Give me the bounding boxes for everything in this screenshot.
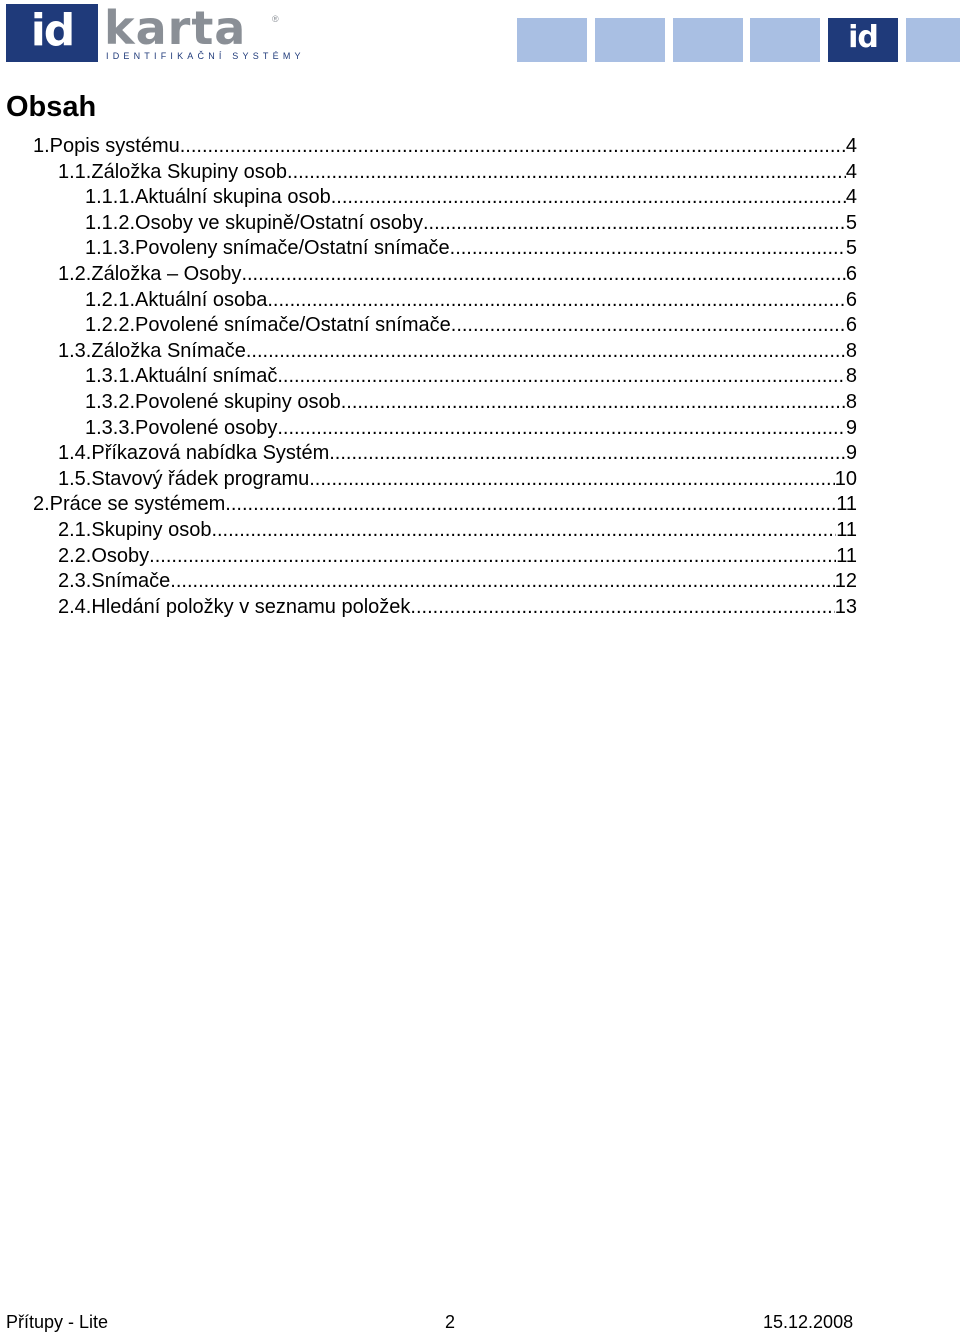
logo-mark bbox=[6, 4, 98, 62]
page-header bbox=[0, 0, 960, 72]
toc-entry-label: 1.3.Záložka Snímače bbox=[58, 340, 246, 362]
toc-entry[interactable] bbox=[58, 569, 857, 594]
toc-entry[interactable] bbox=[58, 595, 857, 620]
toc-entry-page: 13 bbox=[834, 596, 857, 618]
toc-entry-page: 4 bbox=[845, 186, 857, 208]
toc-entry-label: 1.Popis systému bbox=[33, 135, 180, 157]
toc-entry-page: 11 bbox=[836, 519, 857, 541]
toc-entry-page: 9 bbox=[845, 442, 857, 464]
toc-entry-page: 10 bbox=[834, 468, 857, 490]
toc-dot-leader bbox=[170, 569, 834, 594]
toc-entry-label: 1.3.2.Povolené skupiny osob bbox=[85, 391, 341, 413]
toc-entry-page: 6 bbox=[845, 314, 857, 336]
toc-entry-label: 1.2.2.Povolené snímače/Ostatní snímače bbox=[85, 314, 451, 336]
toc-dot-leader bbox=[287, 160, 846, 185]
toc-entry-page: 4 bbox=[845, 161, 857, 183]
toc-dot-leader bbox=[329, 441, 846, 466]
toc-entry[interactable] bbox=[85, 236, 857, 261]
toc-dot-leader bbox=[211, 518, 836, 543]
toc-entry-page: 11 bbox=[836, 545, 857, 567]
toc-entry-label: 1.4.Příkazová nabídka Systém bbox=[58, 442, 330, 464]
toc-dot-leader bbox=[331, 185, 846, 210]
logo-mark-text: id bbox=[30, 5, 74, 56]
toc-entry[interactable] bbox=[85, 364, 857, 389]
toc-entry-page: 9 bbox=[845, 417, 857, 439]
toc-entry-label: 2.4.Hledání položky v seznamu položek bbox=[58, 596, 411, 618]
header-tile bbox=[750, 18, 820, 62]
toc-entry[interactable] bbox=[85, 416, 857, 441]
toc-dot-leader bbox=[450, 236, 846, 261]
toc-entry-page: 5 bbox=[845, 212, 857, 234]
toc-entry[interactable] bbox=[85, 390, 857, 415]
logo-tagline: IDENTIFIKAČNÍ SYSTÉMY bbox=[106, 51, 305, 61]
header-tile bbox=[595, 18, 665, 62]
toc-entry-label: 1.3.1.Aktuální snímač bbox=[85, 365, 278, 387]
header-tile bbox=[673, 18, 743, 62]
toc-entry-page: 5 bbox=[845, 237, 857, 259]
toc-dot-leader bbox=[341, 390, 846, 415]
toc-entry[interactable] bbox=[58, 160, 857, 185]
toc-dot-leader bbox=[267, 288, 846, 313]
toc-entry-label: 1.1.Záložka Skupiny osob bbox=[58, 161, 288, 183]
toc-entry-page: 12 bbox=[834, 570, 857, 592]
toc-dot-leader bbox=[225, 492, 836, 517]
header-tile bbox=[906, 18, 960, 62]
header-tile-id-mark: id bbox=[828, 18, 898, 62]
toc-entry-page: 6 bbox=[845, 289, 857, 311]
toc-dot-leader bbox=[423, 211, 846, 236]
footer-page-number: 2 bbox=[445, 1312, 456, 1332]
toc-entry[interactable] bbox=[58, 339, 857, 364]
footer-document-name: Přítupy - Lite bbox=[6, 1312, 109, 1332]
toc-dot-leader bbox=[410, 595, 834, 620]
toc-dot-leader bbox=[241, 262, 845, 287]
toc-entry[interactable] bbox=[58, 467, 857, 492]
toc-dot-leader bbox=[451, 313, 846, 338]
toc-dot-leader bbox=[277, 416, 846, 441]
page-footer bbox=[0, 1310, 960, 1334]
toc-entry-page: 8 bbox=[845, 365, 857, 387]
toc-entry-label: 2.Práce se systémem bbox=[33, 493, 226, 515]
toc-entry-page: 8 bbox=[845, 391, 857, 413]
toc-dot-leader bbox=[149, 544, 836, 569]
logo-registered-mark: ® bbox=[272, 14, 279, 24]
toc-dot-leader bbox=[309, 467, 835, 492]
toc-entry-page: 11 bbox=[836, 493, 857, 515]
toc-entry-label: 1.2.1.Aktuální osoba bbox=[85, 289, 268, 311]
toc-entry[interactable] bbox=[58, 518, 857, 543]
toc-entry-label: 1.1.2.Osoby ve skupině/Ostatní osoby bbox=[85, 212, 423, 234]
toc-entry[interactable] bbox=[85, 313, 857, 338]
toc-dot-leader bbox=[180, 134, 846, 159]
toc-dot-leader bbox=[246, 339, 846, 364]
toc-entry-page: 4 bbox=[845, 135, 857, 157]
toc-entry[interactable] bbox=[85, 185, 857, 210]
toc-entry[interactable] bbox=[85, 288, 857, 313]
toc-entry-page: 8 bbox=[845, 340, 857, 362]
toc-entry-page: 6 bbox=[845, 263, 857, 285]
toc-entry[interactable] bbox=[33, 492, 857, 517]
logo-wordmark: karta bbox=[104, 1, 247, 55]
toc-entry-label: 1.5.Stavový řádek programu bbox=[58, 468, 310, 490]
footer-date: 15.12.2008 bbox=[763, 1312, 854, 1332]
toc-entry-label: 2.3.Snímače bbox=[58, 570, 171, 592]
toc-entry-label: 1.2.Záložka – Osoby bbox=[58, 263, 242, 285]
header-tile bbox=[517, 18, 587, 62]
toc-entry-label: 2.1.Skupiny osob bbox=[58, 519, 212, 541]
idkarta-logo bbox=[6, 1, 305, 66]
toc-entry[interactable] bbox=[58, 544, 857, 569]
toc-entry-label: 2.2.Osoby bbox=[58, 545, 150, 567]
toc-entry[interactable] bbox=[58, 262, 857, 287]
toc-entry-label: 1.1.3.Povoleny snímače/Ostatní snímače bbox=[85, 237, 450, 259]
toc-dot-leader bbox=[277, 364, 846, 389]
page-title: Obsah bbox=[6, 91, 97, 123]
toc-entry[interactable] bbox=[85, 211, 857, 236]
toc-entry[interactable] bbox=[58, 441, 857, 466]
toc-entry-label: 1.1.1.Aktuální skupina osob bbox=[85, 186, 331, 208]
toc-entry-label: 1.3.3.Povolené osoby bbox=[85, 417, 278, 439]
toc-entry[interactable] bbox=[33, 134, 857, 159]
